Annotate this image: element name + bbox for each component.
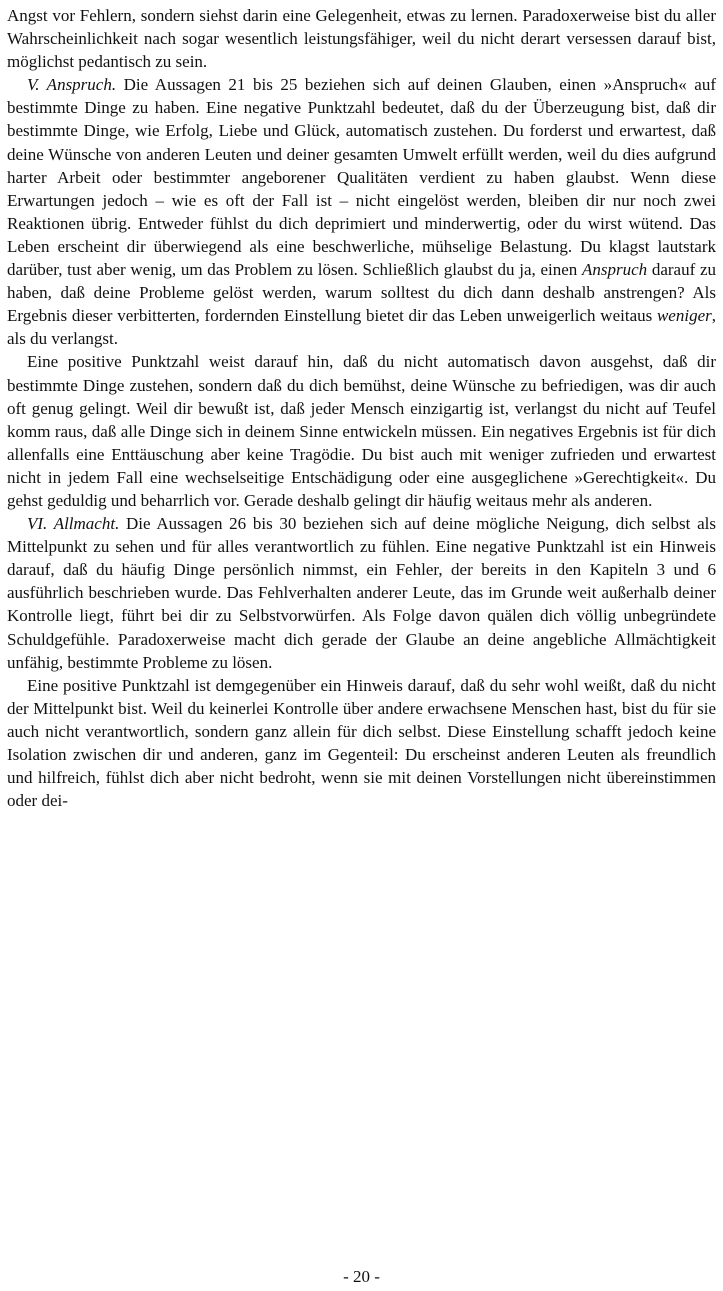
- text-run: , als du verlangst.: [7, 306, 716, 349]
- italic-text-run: weniger: [656, 306, 712, 326]
- paragraph-intro-continuation: [7, 4, 716, 73]
- italic-text-run: V. Anspruch.: [27, 75, 117, 95]
- paragraph-section-vi: [7, 512, 716, 674]
- text-run: Die Aussagen 26 bis 30 beziehen sich auf deine mögliche Neigung, dich selbst als Mittelpunkt zu sehen und für alles verantwortlich zu fühlen. Eine negative Punktzahl ist ein Hinweis darauf, daß du häufig Dinge persönlich nimmst, ein Fehler, der bereits in den Kapiteln 3 und 6 ausführlich beschrieben wurde. Das Fehlverhalten anderer Leute, das im Grunde weit außerhalb deiner Kontrolle liegt, führt bei dir zu Selbstvorwürfen. Als Folge davon quälen dich völlig unbegründete Schuldgefühle. Paradoxerweise macht dich gerade der Glaube an deine angebliche Allmächtigkeit unfähig, bestimmte Probleme zu lösen.: [7, 514, 716, 672]
- text-run: darauf zu haben, daß deine Probleme gelöst werden, warum solltest du dich dann deshalb anstrengen? Als Ergebnis dieser verbitterten, fordernden Einstellung bietet dir das Leben unweigerlich weitaus: [7, 260, 716, 326]
- paragraph-section-v-positive: [7, 350, 716, 512]
- paragraph-section-vi-positive: [7, 674, 716, 813]
- text-run: Eine positive Punktzahl weist darauf hin, daß du nicht automatisch davon ausgehst, daß dir bestimmte Dinge zustehen, sondern daß du dich bemühst, deine Wünsche zu befriedigen, was dir auch oft genug gelingt. Weil dir bewußt ist, daß jeder Mensch einzigartig ist, verlangst du nicht auf Teufel komm raus, daß alle Dinge sich in deinem Sinne entwickeln müssen. Ein negatives Ergebnis ist für dich allenfalls eine Enttäuschung aber keine Tragödie. Du bist auch mit weniger zufrieden und erwartest nicht in jedem Fall eine wechselseitige Entschädigung oder eine ausgeglichene »Gerechtigkeit«. Du gehst geduldig und beharrlich vor. Gerade deshalb gelingt dir häufig weitaus mehr als anderen.: [7, 352, 716, 510]
- text-run: Eine positive Punktzahl ist demgegenüber ein Hinweis darauf, daß du sehr wohl weißt, daß du nicht der Mittelpunkt bist. Weil du keinerlei Kontrolle über andere erwachsene Menschen hast, bist du für sie auch nicht verantwortlich, sondern ganz allein für dich selbst. Diese Einstellung schafft jedoch keine Isolation zwischen dir und anderen, ganz im Gegenteil: Du erscheinst anderen Leuten als freundlich und hilfreich, fühlst dich aber nicht bedroht, wenn sie mit deinen Vorstellungen nicht übereinstimmen oder dei-: [7, 675, 716, 811]
- text-run: Die Aussagen 21 bis 25 beziehen sich auf deinen Glauben, einen »Anspruch« auf bestimmte Dinge zu haben. Eine negative Punktzahl bedeutet, daß du der Überzeugung bist, daß dir bestimmte Dinge, wie Erfolg, Liebe und Glück, automatisch zustehen. Du forderst und erwartest, daß deine Wünsche von anderen Leuten und deiner gesamten Umwelt erfüllt werden, weil du dies aufgrund harter Arbeit oder bestimmter angeborener Qualitäten verdient zu haben glaubst. Wenn diese Erwartungen jedoch – wie es oft der Fall ist – nicht eingelöst werden, bleiben dir nur noch zwei Reaktionen übrig. Entweder fühlst du dich deprimiert und minderwertig, oder du wirst wütend. Das Leben erscheint dir überwiegend als eine beschwerliche, mühselige Belastung. Du klagst lautstark darüber, tust aber wenig, um das Problem zu lösen. Schließlich glaubst du ja, einen: [7, 75, 716, 280]
- page-number: - 20 -: [343, 1267, 380, 1286]
- text-run: Angst vor Fehlern, sondern siehst darin eine Gelegenheit, etwas zu lernen. Paradoxerweise bist du aller Wahrscheinlichkeit nach sogar wesentlich leistungsfähiger, weil du nicht derart versessen darauf bist, möglichst pedantisch zu sein.: [7, 6, 716, 72]
- body-text: [7, 4, 716, 812]
- paragraph-section-v: [7, 73, 716, 350]
- italic-text-run: Anspruch: [581, 260, 648, 280]
- italic-text-run: VI. Allmacht.: [27, 514, 120, 534]
